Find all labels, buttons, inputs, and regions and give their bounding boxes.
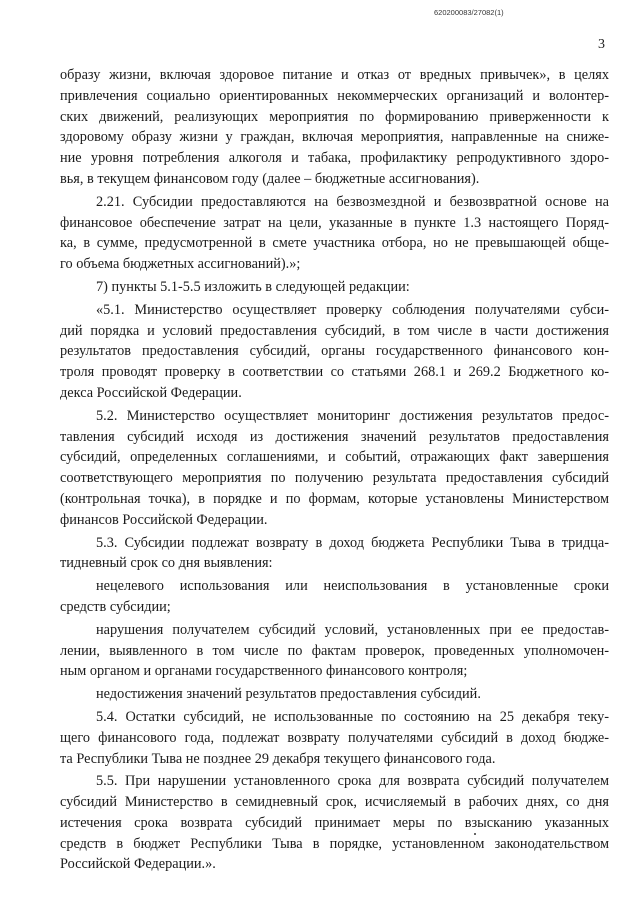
text-line: образу жизни, включая здоровое питание и отказ от вредных привычек», в целях xyxy=(60,67,609,83)
text-line: нецелевого использования или неиспользования в установленные сроки xyxy=(96,578,609,595)
text-line: тавления субсидий исходя из достижения значений результатов предоставления xyxy=(60,428,609,445)
text-line: средств субсидии; xyxy=(60,598,171,615)
text-line: троля проводят проверку в соответствии со статьями 268.1 и 269.2 Бюджетного ко- xyxy=(60,364,609,381)
text-line: истечения срока возврата субсидий принимает меры по взысканию указанных xyxy=(60,814,609,831)
text-line: финансовое обеспечение затрат на цели, указанные в пункте 1.3 настоящего Поряд- xyxy=(60,214,609,231)
text-line: декса Российской Федерации. xyxy=(60,384,242,401)
text-line: ка, в сумме, предусмотренной в смете участника отбора, но не превышающей обще- xyxy=(60,235,609,252)
text-line: 5.3. Субсидии подлежат возврату в доход бюджета Республики Тыва в тридца- xyxy=(96,534,609,551)
text-line: субсидий Министерство в семидневный срок, исчисляемый в рабочих днях, со дня xyxy=(60,794,609,811)
text-line: ние уровня потребления алкоголя и табака, профилактику репродуктивного здоро- xyxy=(60,150,609,167)
text-line: субсидий, определенных соглашениями, и событий, отражающих факт завершения xyxy=(60,449,609,466)
text-line: го объема бюджетных ассигнований).»; xyxy=(60,256,301,273)
text-line: щего финансового года, подлежат возврату получателями субсидий в доход бюдже- xyxy=(60,729,609,746)
text-line: вья, в текущем финансовом году (далее – бюджетные ассигнования). xyxy=(60,170,480,187)
text-line: ным органом и органами государственного финансового контроля; xyxy=(60,663,468,680)
document-code: 620200083/27082(1) xyxy=(434,8,504,17)
text-line: Российской Федерации.». xyxy=(60,856,216,873)
text-line: 5.4. Остатки субсидий, не использованные по состоянию на 25 декабря теку- xyxy=(96,708,609,725)
text-line: тидневный срок со дня выявления: xyxy=(60,555,273,572)
text-line: нарушения получателем субсидий условий, установленных при ее предостав- xyxy=(96,621,609,638)
scan-speck xyxy=(474,833,476,835)
text-line: ских движений, реализующих мероприятия по формированию приверженности к xyxy=(60,108,609,125)
text-line: финансов Российской Федерации. xyxy=(60,511,268,528)
text-line: 5.2. Министерство осуществляет мониторинг достижения результатов предос- xyxy=(96,407,609,424)
text-line: дий порядка и условий предоставления субсидий, в том числе в части достижения xyxy=(60,322,609,339)
text-line: недостижения значений результатов предоставления субсидий. xyxy=(96,686,481,703)
text-line: средств в бюджет Республики Тыва в порядке, установленном законодательством xyxy=(60,835,609,852)
document-body xyxy=(60,65,609,875)
text-line: соответствующего мероприятия по получению результата предоставления субсидий xyxy=(60,470,609,487)
page-number: 3 xyxy=(598,37,605,52)
text-line: 2.21. Субсидии предоставляются на безвозмездной и безвозвратной основе на xyxy=(96,193,609,210)
text-line: здоровому образу жизни у граждан, включая мероприятия, направленные на сниже- xyxy=(60,129,609,146)
text-line: «5.1. Министерство осуществляет проверку соблюдения получателями субси- xyxy=(96,301,609,318)
text-line: 5.5. При нарушении установленного срока для возврата субсидий получателем xyxy=(96,773,609,790)
text-line: 7) пункты 5.1-5.5 изложить в следующей редакции: xyxy=(96,278,410,295)
text-line: лении, выявленного в том числе по фактам проверок, проведенных уполномочен- xyxy=(60,642,609,659)
text-line: привлечения социально ориентированных некоммерческих организаций и волонтер- xyxy=(60,87,609,104)
text-line: та Республики Тыва не позднее 29 декабря текущего финансового года. xyxy=(60,750,496,767)
text-line: (контрольная точка), в порядке и по формам, которые установлены Министерством xyxy=(60,490,609,507)
text-line: результатов предоставления субсидий, органы государственного финансового кон- xyxy=(60,343,609,360)
